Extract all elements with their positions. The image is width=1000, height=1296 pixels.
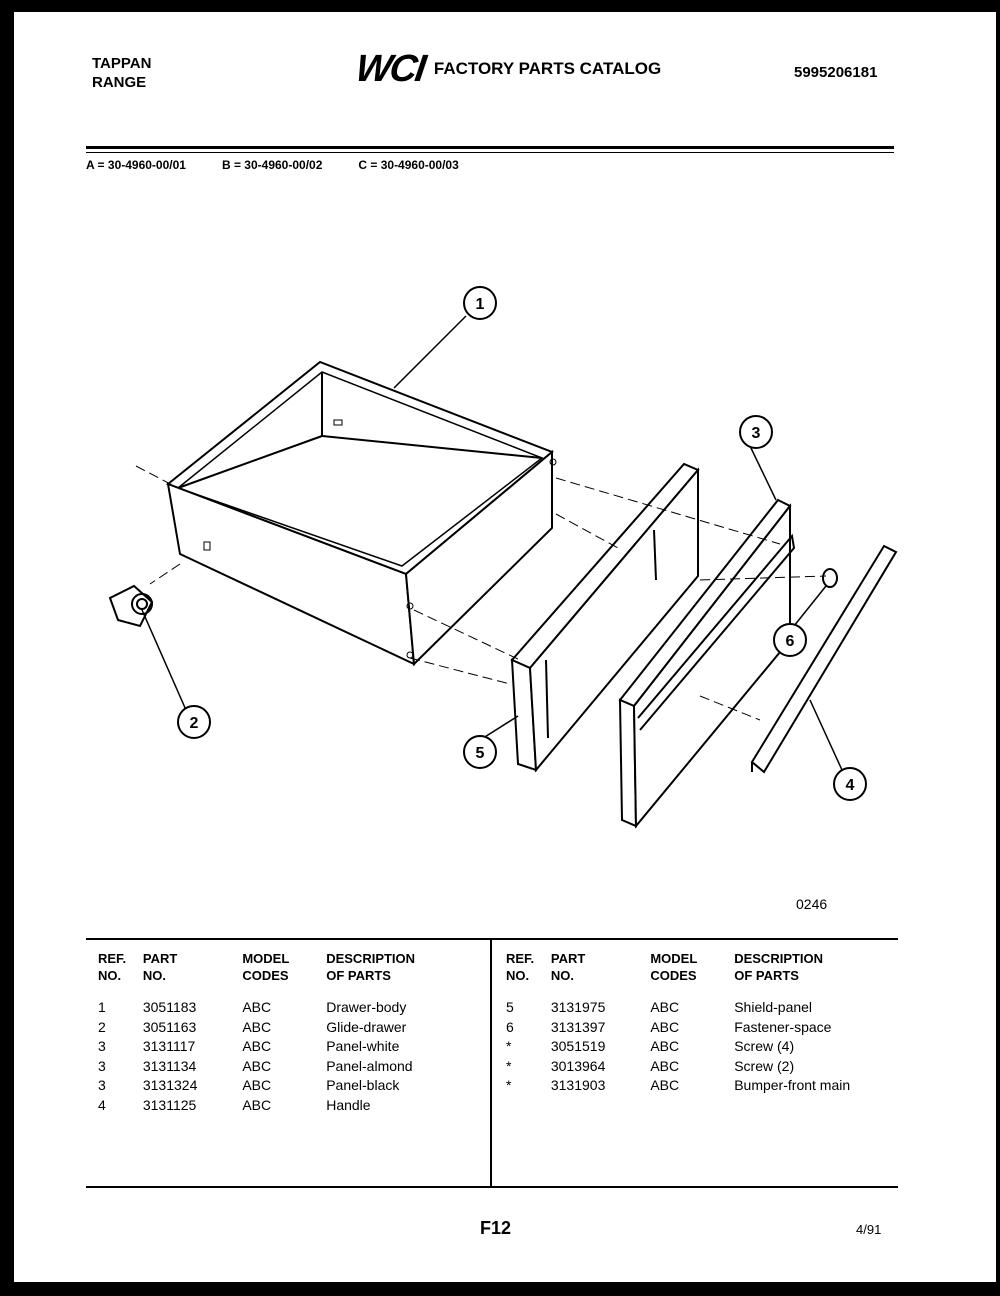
- model-codes-cell: ABC: [242, 1096, 272, 1113]
- model-codes-cell: ABC: [242, 1057, 272, 1074]
- table-row: [92, 1076, 492, 1096]
- table-row: [500, 1057, 900, 1077]
- model-codes-cell: ABC: [650, 999, 680, 1015]
- description-cell: Screw (4): [734, 1038, 795, 1054]
- diagram-code: 0246: [796, 896, 828, 912]
- header-ref-no: REF. NO.: [506, 951, 535, 983]
- model-c: C = 30-4960-00/03: [358, 158, 459, 172]
- callout-5: 5: [475, 745, 485, 762]
- description-cell: Fastener-space: [734, 1018, 832, 1035]
- part-no-cell: 3131903: [550, 1077, 606, 1093]
- header-model-codes: MODEL CODES: [242, 951, 290, 983]
- table-row: [92, 1096, 492, 1116]
- page-code: F12: [480, 1218, 512, 1238]
- description-cell: Bumper-front main: [734, 1077, 851, 1093]
- model-a: A = 30-4960-00/01: [86, 158, 186, 172]
- table-row: [92, 1018, 492, 1038]
- model-codes-cell: ABC: [650, 1038, 680, 1054]
- table-header: [92, 950, 492, 984]
- part-no-cell: 3051519: [550, 1038, 606, 1054]
- part-no-cell: 3013964: [550, 1057, 606, 1074]
- catalog-title: FACTORY PARTS CATALOG: [433, 59, 662, 78]
- callout-3: 3: [751, 425, 761, 442]
- description-cell: Glide-drawer: [326, 1018, 407, 1035]
- table-row: [500, 1076, 900, 1096]
- table-bottom-rule: [86, 1186, 898, 1188]
- callout-6: 6: [785, 633, 795, 650]
- part-no-cell: 3131134: [142, 1057, 197, 1074]
- description-cell: Panel-white: [326, 1038, 400, 1054]
- header-description: DESCRIPTION OF PARTS: [734, 951, 824, 983]
- brand-name: TAPPAN: [92, 55, 152, 72]
- model-b: B = 30-4960-00/02: [221, 158, 323, 172]
- model-codes-cell: ABC: [242, 1077, 272, 1093]
- catalog-number: 5995206181: [794, 64, 878, 81]
- table-top-rule: [86, 938, 898, 940]
- drawer-body-drawing: [168, 362, 556, 664]
- part-no-cell: 3131975: [550, 999, 606, 1015]
- table-row: [500, 1037, 900, 1057]
- ref-no-cell: 4: [98, 1096, 106, 1113]
- ref-no-cell: 5: [506, 999, 514, 1015]
- ref-no-cell: 2: [98, 1018, 106, 1035]
- ref-no-cell: 3: [98, 1077, 106, 1093]
- ref-no-cell: 3: [98, 1057, 106, 1074]
- part-no-cell: 3131117: [142, 1038, 196, 1054]
- part-no-cell: 3051163: [142, 1018, 197, 1035]
- table-row: [92, 1057, 492, 1077]
- parts-table-left: [92, 950, 492, 1115]
- header-description: DESCRIPTION OF PARTS: [326, 951, 416, 983]
- model-codes-cell: ABC: [242, 1018, 272, 1035]
- description-cell: Drawer-body: [326, 999, 407, 1015]
- revision-date: 4/91: [856, 1222, 882, 1237]
- table-row: [92, 1037, 492, 1057]
- table-row: [500, 998, 900, 1018]
- wci-logo: WCI: [353, 48, 427, 90]
- header-model-codes: MODEL CODES: [650, 951, 698, 983]
- model-codes-cell: ABC: [650, 1018, 680, 1035]
- part-no-cell: 3051183: [142, 999, 197, 1015]
- description-cell: Shield-panel: [734, 999, 813, 1015]
- callout-4: 4: [845, 777, 855, 794]
- table-row: [92, 998, 492, 1018]
- description-cell: Handle: [326, 1096, 371, 1113]
- description-cell: Screw (2): [734, 1057, 795, 1074]
- ref-no-cell: *: [506, 1057, 512, 1074]
- model-codes-cell: ABC: [650, 1057, 680, 1074]
- description-cell: Panel-black: [326, 1077, 400, 1093]
- ref-no-cell: 3: [98, 1038, 106, 1054]
- part-no-cell: 3131397: [550, 1018, 606, 1035]
- ref-no-cell: *: [506, 1038, 512, 1054]
- part-no-cell: 3131125: [142, 1096, 197, 1113]
- description-cell: Panel-almond: [326, 1057, 413, 1074]
- product-name: RANGE: [92, 74, 147, 91]
- header-ref-no: REF. NO.: [98, 951, 127, 983]
- spacer-drawing: [823, 569, 837, 587]
- ref-no-cell: 1: [98, 999, 106, 1015]
- callout-2: 2: [189, 715, 199, 732]
- model-codes-cell: ABC: [650, 1077, 680, 1093]
- model-codes-cell: ABC: [242, 999, 272, 1015]
- header-part-no: PART NO.: [550, 951, 586, 983]
- part-no-cell: 3131324: [142, 1077, 198, 1093]
- parts-table-right: [500, 950, 900, 1096]
- ref-no-cell: 6: [506, 1018, 514, 1035]
- table-header: [500, 950, 900, 984]
- ref-no-cell: *: [506, 1077, 512, 1093]
- callout-1: 1: [475, 296, 485, 313]
- model-codes-cell: ABC: [242, 1038, 272, 1054]
- header-part-no: PART NO.: [142, 951, 178, 983]
- table-row: [500, 1018, 900, 1038]
